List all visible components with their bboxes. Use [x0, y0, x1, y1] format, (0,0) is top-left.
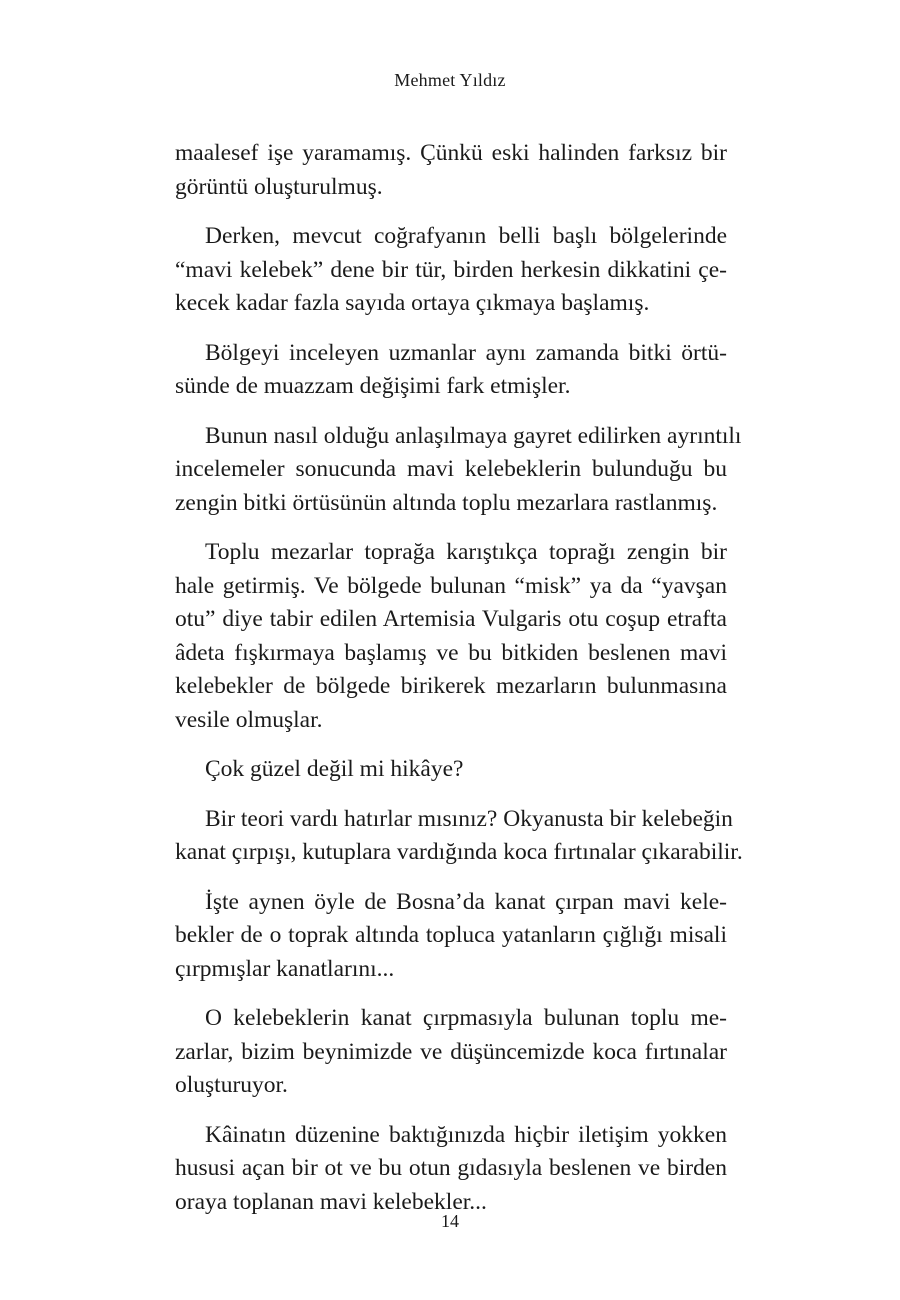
text-line: âdeta fışkırmaya başlamış ve bu bitkiden beslenen mavi	[175, 639, 727, 666]
paragraph	[175, 753, 727, 787]
text-line: vesile olmuşlar.	[175, 706, 323, 733]
text-line: Kâinatın düzenine baktığınızda hiçbir iletişim yokken	[205, 1121, 727, 1148]
paragraph	[175, 420, 742, 521]
paragraph	[175, 536, 727, 737]
paragraph	[175, 886, 727, 987]
text-line: Bölgeyi inceleyen uzmanlar aynı zamanda bitki örtü-	[205, 339, 727, 366]
paragraph	[175, 1119, 727, 1220]
text-line: Bir teori vardı hatırlar mısınız? Okyanusta bir kelebeğin	[205, 805, 733, 832]
text-line: otu” diye tabir edilen Artemisia Vulgaris otu coşup etrafta	[175, 606, 727, 632]
paragraph	[175, 137, 727, 204]
text-line: görüntü oluşturulmuş.	[175, 173, 383, 200]
text-line: İşte aynen öyle de Bosna’da kanat çırpan mavi kele-	[205, 888, 727, 915]
text-line: incelemeler sonucunda mavi kelebeklerin bulunduğu bu	[175, 456, 727, 482]
text-line: çırpmışlar kanatlarını...	[175, 955, 395, 982]
text-line: oluşturuyor.	[175, 1072, 288, 1098]
page-number: 14	[441, 1211, 459, 1231]
text-line: O kelebeklerin kanat çırpmasıyla bulunan toplu me-	[205, 1005, 727, 1031]
body-text	[175, 137, 743, 1235]
text-line: sünde de muazzam değişimi fark etmişler.	[175, 373, 571, 399]
text-line: kecek kadar fazla sayıda ortaya çıkmaya başlamış.	[175, 290, 650, 316]
text-line: hususi açan bir ot ve bu otun gıdasıyla beslenen ve birden	[175, 1155, 727, 1181]
paragraph	[175, 1002, 727, 1103]
text-line: Bunun nasıl olduğu anlaşılmaya gayret edilirken ayrıntılı	[205, 422, 742, 449]
paragraph	[175, 220, 727, 321]
text-line: maalesef işe yaramamış. Çünkü eski halinden farksız bir	[175, 140, 727, 166]
text-line: “mavi kelebek” dene bir tür, birden herkesin dikkatini çe-	[175, 256, 727, 283]
text-line: Toplu mezarlar toprağa karıştıkça toprağı zengin bir	[205, 539, 727, 565]
text-line: Derken, mevcut coğrafyanın belli başlı bölgelerinde	[205, 223, 727, 249]
text-line: kelebekler de bölgede birikerek mezarların bulunmasına	[175, 673, 727, 699]
running-head: Mehmet Yıldız	[394, 70, 506, 90]
text-line: bekler de o toprak altında topluca yatanların çığlığı misali	[175, 922, 727, 948]
text-line: kanat çırpışı, kutuplara vardığında koca fırtınalar çıkarabilir.	[175, 839, 743, 865]
paragraph	[175, 337, 727, 404]
text-line: hale getirmiş. Ve bölgede bulunan “misk” ya da “yavşan	[175, 572, 727, 599]
text-line: Çok güzel değil mi hikâye?	[205, 756, 464, 782]
text-line: oraya toplanan mavi kelebekler...	[175, 1188, 487, 1215]
text-line: zarlar, bizim beynimizde ve düşüncemizde koca fırtınalar	[175, 1038, 727, 1065]
paragraph	[175, 803, 743, 870]
text-line: zengin bitki örtüsünün altında toplu mezarlara rastlanmış.	[175, 489, 718, 516]
